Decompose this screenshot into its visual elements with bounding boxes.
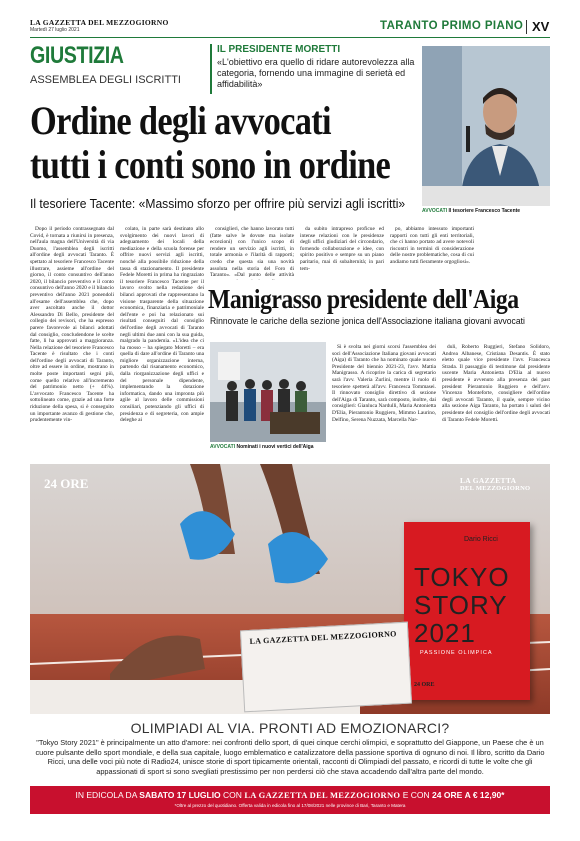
- ad-body: "Tokyo Story 2021" è principalmente un atto d'amore: nei confronti dello sport, di quei cinque cerchi olimpici, e soprattutto del Giappone, un Paese che è un cuore pulsante dello sport mondiale, e della sua capitale, luogo emblematico e catalizzatore della passione sportiva di ognuno di noi. Il libro, scritto da Dario Ricci, una delle voci più note di Radio24, unisce storie di sport tipicamente orientali, racconti di Olimpiadi del passato, e ricordi di tutte le volte che gli appassionati di sport si sono svegliati prestissimo per non perdersi ciò che stava accadendo dall'altra parte del mondo.: [35, 738, 545, 776]
- kicker-subtitle: ASSEMBLEA DEGLI ISCRITTI: [30, 74, 181, 86]
- article1-col4: [300, 226, 384, 280]
- article1-col3-text: consiglieri, che hanno lavorato tutti (fatte salve le dovute ma isolate eccezioni) con l'unico scopo di rendere un servizio agli iscritti, in totale armonia e l'ilarità di rapporti; credo che questa sia una novità assoluta nella storia del Foro di Taranto». «Dal punto delle attività: [210, 226, 294, 279]
- article1-col5: [390, 226, 474, 280]
- article1-col2: [120, 226, 204, 454]
- article1-col2-text: colato, in parte sarà destinato allo svolgimento dei nuovi lavori di adeguamento dei locali della mediazione e della scuola forense per offrire nuovi servizi agli iscritti, nonché alla possibile riduzione della tassa di stazionamento. Il presidente Fedele Moretti in prima ha ringraziato il tesoriere Francesco Tacente per il lavoro svolto nella redazione dei bilanci approvati che rappresentano la visione trasparente della situazione economica, finanziaria e patrimoniale dell'ente e poi ha relazionato sui risultati conseguiti dal consiglio dell'ordine degli avvocati di Taranto negli ultimi due anni con la sua guida, malgrado la pandemia. «L'idea che ci ha mosso – ha spiegato Moretti – era quella di dare all'ordine di Taranto una migliore organizzazione interna, partendo dal risanamento economico, dalla riorganizzazione degli uffici e del personale dipendente, implementando la dotazione informatica, dando una impronta più agile al lavoro delle commissioni consiliari, potenziando gli uffici di presidenza e di segreteria, con ampie deleghe ai: [120, 226, 204, 424]
- ad-banner-a: IN EDICOLA DA: [75, 790, 137, 800]
- aiga-headline: Manigrasso presidente dell'Aiga: [208, 284, 519, 314]
- photo1-caption-text: Il tesoriere Francesco Tacente: [448, 208, 521, 214]
- ad-banner-e: E CON: [402, 790, 430, 800]
- article1-col1-text: Dopo il periodo contrassegnato dal Covid, è tornata a riunirsi in presenza, nell'aula magna dell'Università di via Duomo, l'assemblea degli iscritti all'ordine degli avvocati Taranto. È spettato al tesoriere Francesco Tacente illustrare, assieme all'ordine del giorno, il conto consuntivo dell'anno 2020, il bilancio preventivo e il conto consuntivo dell'anno 2020 e il bilancio preventivo dell'anno 2021 ponendoli all'esame dell'assemblea che, dopo aver ascoltato anche il dottor Alessandro Di Bello, presidente del collegio dei revisori, che ha espresso parere favorevole ai bilanci adottati dal consiglio, concludendone le scelte fatte, li ha approvati a maggioranza. Nella relazione del tesoriere Francesco Tacente è risultato che i conti dell'ordine degli avvocati di Taranto, oltre ad essere in ordine, mostrano in molte poste importanti segni più, come quello relativo all'incremento del patrimonio netto (+ 44%). L'avvocato Francesco Tacente ha sottolineato come, grazie ad una forte riduzione della spesa, si è conseguito un importante avanzo di gestione che, prudentemente vin-: [30, 226, 114, 424]
- aiga-caption-text: Nominati i nuovi vertici dell'Aiga: [236, 444, 314, 450]
- article1-col4-text: da subito intrapreso proficue ed intense relazioni con le presidenze degli uffici giudiziari del circondario, fornendo collaborazione e idee, con spirito positivo e sempre su un piano paritario, mai di subalternità; in pari tem-: [300, 226, 384, 272]
- section-label: TARANTO PRIMO PIANO: [380, 20, 524, 32]
- article1-col3: [210, 226, 294, 280]
- quote-bar: [210, 44, 212, 94]
- article1-col5-text: po, abbiamo intessuto importanti rapporti con tutti gli enti territoriali, che ci hanno portato ad avere notevoli riscontri in termini di considerazione delle nostre problematiche, cosa di cui andiamo tutti fieramente orgogliosi».: [390, 226, 474, 265]
- treasurer-illustration: [422, 46, 550, 206]
- masthead-paper: LA GAZZETTA DEL MEZZOGIORNO: [30, 18, 169, 27]
- ad-brand-right2: DEL MEZZOGIORNO: [460, 485, 531, 492]
- article1-col1: [30, 226, 114, 454]
- quote-text: «L'obiettivo era quello di ridare autorevolezza alla categoria, fornendo una immagine di serietà ed affidabilità»: [217, 57, 415, 89]
- masthead-separator: [526, 20, 527, 34]
- ad-banner-f: 24 ORE: [432, 790, 463, 800]
- photo-treasurer: [422, 46, 550, 206]
- book-title-2: STORY: [414, 590, 508, 620]
- aiga-col2: [442, 344, 550, 452]
- masthead-rule: [30, 37, 550, 38]
- aiga-caption: [210, 444, 314, 450]
- aiga-deck: Rinnovate le cariche della sezione jonica dell'Associazione italiana giovani avvocati: [210, 316, 525, 327]
- aiga-col2-text: duli, Roberto Ruggieri, Stefano Solidoro, Andrea Albanese, Cristiana Desantis. È stato eletto quale vice presidente l'avv. Francesca Strada. Il passaggio di testimone dal presidente uscente Maria Antonietta D'Elia al nuovo presidente è avvenuto alla presenza dei past president Pierantonio Ruggiero e dell'avv. Vincenzo Montefortе, consigliere dell'ordine degli avvocati Taranto, il quale, sempre vicino alla sezione Aiga Taranto, ha portato i saluti del presidente del consiglio dell'ordine degli avvocati di Taranto Fedele Moretti.: [442, 344, 550, 423]
- headline-line2: tutti i conti sono in ordine: [30, 142, 391, 187]
- book-author: Dario Ricci: [464, 536, 498, 543]
- aiga-caption-tag: AVVOCATI: [210, 444, 236, 450]
- ad-banner-note: *Oltre al prezzo del quotidiano. Offerta valida in edicola fino al 17/08/2021 nelle province di Bari, Taranto e Matera: [174, 803, 406, 808]
- photo-aiga: [210, 342, 326, 442]
- ad-banner-b: SABATO 17 LUGLIO: [139, 790, 221, 800]
- ad-banner-line: [30, 790, 550, 800]
- aiga-group-illustration: [210, 342, 326, 442]
- ad-banner: [30, 786, 550, 814]
- ad-banner-d: LA GAZZETTA DEL MEZZOGIORNO: [244, 790, 401, 800]
- ad-book: [404, 522, 530, 700]
- page-number: XV: [532, 19, 550, 34]
- kicker-title: GIUSTIZIA: [30, 42, 124, 69]
- photo1-caption-tag: AVVOCATI: [422, 208, 448, 214]
- headline-deck: Il tesoriere Tacente: «Massimo sforzo per offrire più servizi agli iscritti»: [30, 196, 406, 211]
- book-publisher: 24 ORE: [414, 682, 435, 688]
- ad-banner-g: A € 12,90*: [464, 790, 505, 800]
- ad-newspaper-title: LA GAZZETTA DEL MEZZOGIORNO: [249, 629, 397, 646]
- ad-brand-left: 24 ORE: [44, 476, 89, 491]
- book-title-1: TOKYO: [414, 562, 510, 592]
- ad-banner-c: CON: [223, 790, 242, 800]
- headline-line1: Ordine degli avvocati: [30, 98, 331, 143]
- ad-newspaper: [240, 622, 412, 713]
- aiga-col1-text: Si è svolta nei giorni scorsi l'assemblea dei soci dell'Associazione Italiana giovani avvocati (Aiga) di Taranto che ha nominato quale nuovo Presidente del biennio 2021-23, l'avv. Mattia Manigrasso. A ricoprire la carica di segretario sarà l'avv. Valeria Zurlini, mentre il ruolo di tesoriere spetterà all'avv. Francesca Tommasei. Il rinnovato consiglio direttivo di sezione dell'Aiga di Taranto, sarà composto, inoltre, dai consiglieri: Gianluca Nardulli, Maria Antonietta D'Elia, Pierantonio Ruggiero, Mimmo Laurino, Delfino, Serena Nuzzata, Marcella Nar-: [332, 344, 436, 423]
- book-subtitle: PASSIONE OLIMPICA: [420, 650, 493, 656]
- book-title-3: 2021: [414, 618, 476, 648]
- photo1-caption: [422, 208, 520, 214]
- masthead-date: Martedì 27 luglio 2021: [30, 27, 80, 33]
- ad-brand-right1: LA GAZZETTA: [460, 476, 517, 485]
- ad-headline: OLIMPIADI AL VIA. PRONTI AD EMOZIONARCI?: [130, 720, 450, 736]
- quote-title: IL PRESIDENTE MORETTI: [217, 44, 341, 55]
- aiga-col1: [332, 344, 436, 452]
